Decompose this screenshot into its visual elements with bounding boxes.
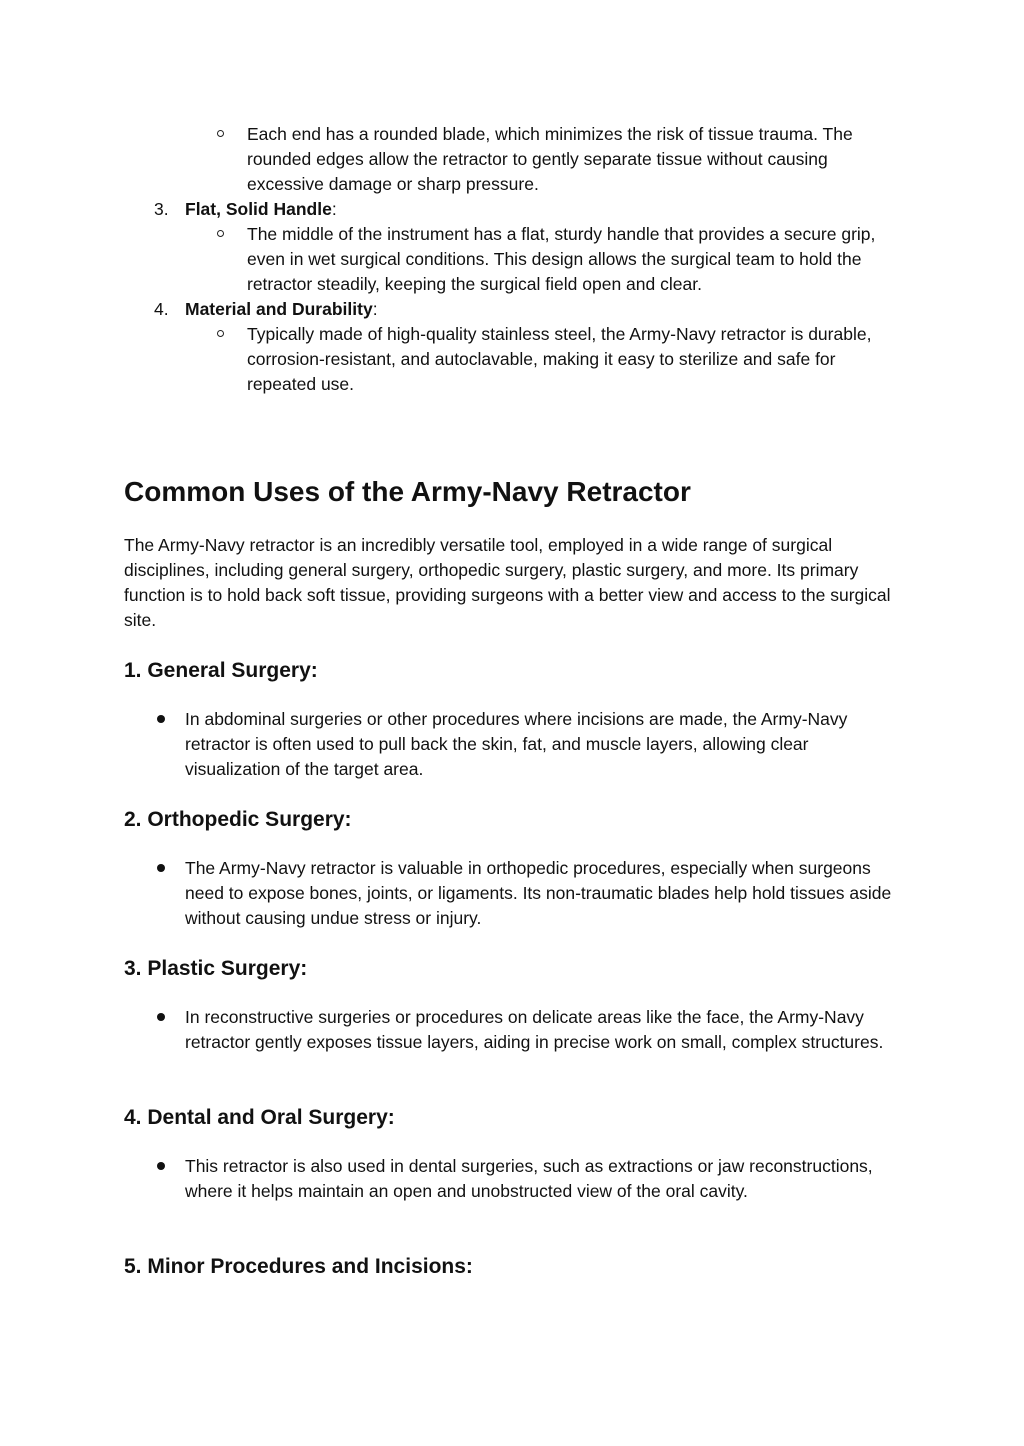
list-item-text: This retractor is also used in dental surgeries, such as extractions or jaw reconstructions, where it helps maintain an open and unobstructed view of the oral cavity. xyxy=(185,1156,873,1201)
subsection-heading: 5. Minor Procedures and Incisions: xyxy=(124,1255,473,1278)
list-item-text: In abdominal surgeries or other procedures where incisions are made, the Army-Navy retractor is often used to pull back the skin, fat, and muscle layers, allowing clear visualization of the target area. xyxy=(185,709,848,779)
hollow-bullet-icon xyxy=(217,130,224,137)
section-heading: Common Uses of the Army-Navy Retractor xyxy=(124,476,691,507)
list-sub-bullet-text: Each end has a rounded blade, which minimizes the risk of tissue trauma. The rounded edges allow the retractor to gently separate tissue without causing excessive damage or sharp pressure. xyxy=(247,124,853,194)
list-item-text: In reconstructive surgeries or procedures on delicate areas like the face, the Army-Navy retractor gently exposes tissue layers, aiding in precise work on small, complex structures. xyxy=(185,1007,884,1052)
bullet-dot-icon xyxy=(157,715,165,723)
intro-paragraph: The Army-Navy retractor is an incredibly versatile tool, employed in a wide range of surgical disciplines, including general surgery, orthopedic surgery, plastic surgery, and more. Its primary function is to hold back soft tissue, providing surgeons with a better view and access to the surgical site. xyxy=(124,535,891,630)
subsection-heading: 1. General Surgery: xyxy=(124,659,318,682)
list-item-colon: : xyxy=(372,299,378,319)
bullet-dot-icon xyxy=(157,864,165,872)
list-item-title: Material and Durability xyxy=(185,299,373,319)
list-item-text: The Army-Navy retractor is valuable in orthopedic procedures, especially when surgeons need to expose bones, joints, or ligaments. Its non-traumatic blades help hold tissues aside without causing undue stress or injury. xyxy=(185,858,892,928)
bullet-dot-icon xyxy=(157,1162,165,1170)
list-number: 3. xyxy=(154,199,169,219)
subsection-heading: 2. Orthopedic Surgery: xyxy=(124,808,352,831)
subsection-heading: 4. Dental and Oral Surgery: xyxy=(124,1106,395,1129)
list-item-title: Flat, Solid Handle xyxy=(185,199,332,219)
bullet-dot-icon xyxy=(157,1013,165,1021)
hollow-bullet-icon xyxy=(217,230,224,237)
hollow-bullet-icon xyxy=(217,330,224,337)
list-item-colon: : xyxy=(331,199,337,219)
list-sub-bullet-text: The middle of the instrument has a flat, sturdy handle that provides a secure grip, even in wet surgical conditions. This design allows the surgical team to hold the retractor steadily, keeping the surgical field open and clear. xyxy=(247,224,876,294)
list-number: 4. xyxy=(154,299,169,319)
list-sub-bullet-text: Typically made of high-quality stainless steel, the Army-Navy retractor is durable, corrosion-resistant, and autoclavable, making it easy to sterilize and safe for repeated use. xyxy=(247,324,872,394)
subsection-heading: 3. Plastic Surgery: xyxy=(124,957,308,980)
